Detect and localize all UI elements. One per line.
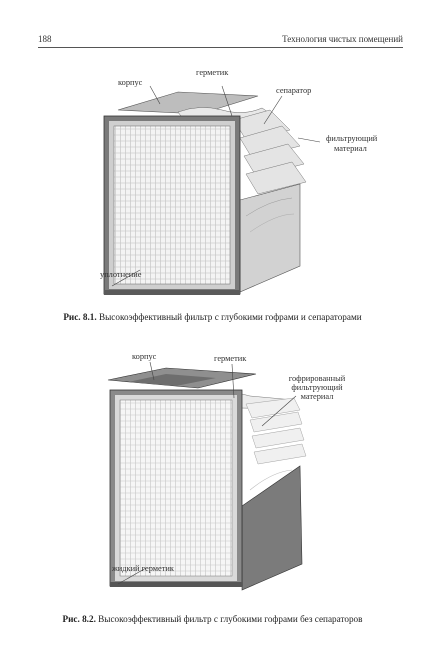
label-separator: сепаратор [276,86,312,95]
label-sealant-1: герметик [196,68,229,77]
label-gasket: уплотнение [100,270,142,279]
filter-without-separators-illustration [0,340,425,620]
caption-text: Высокоэффективный фильтр с глубокими гофрами без сепараторов [98,614,363,624]
label-filter-material-line2: материал [334,144,367,153]
label-housing-2: корпус [132,352,157,361]
label-housing-1: корпус [118,78,143,87]
label-corrugated-line3: материал [300,392,334,401]
page-number: 188 [38,34,52,44]
label-corrugated-line1: гофрированный [288,374,346,383]
label-filter-material-line1: фильтрующий [326,134,378,143]
label-liquid-sealant: жидкий герметик [112,564,174,573]
figure-8-2 [0,340,425,620]
label-corrugated-line2: фильтрующий [291,383,343,392]
label-sealant-2: герметик [214,354,247,363]
caption-number: Рис. 8.2. [62,614,96,624]
caption-text: Высокоэффективный фильтр с глубокими гофрами и сепараторами [98,312,362,322]
caption-figure-8-1 [0,312,425,322]
caption-number: Рис. 8.1. [63,312,97,322]
caption-figure-8-2 [0,614,425,624]
running-title: Технология чистых помещений [282,34,403,44]
